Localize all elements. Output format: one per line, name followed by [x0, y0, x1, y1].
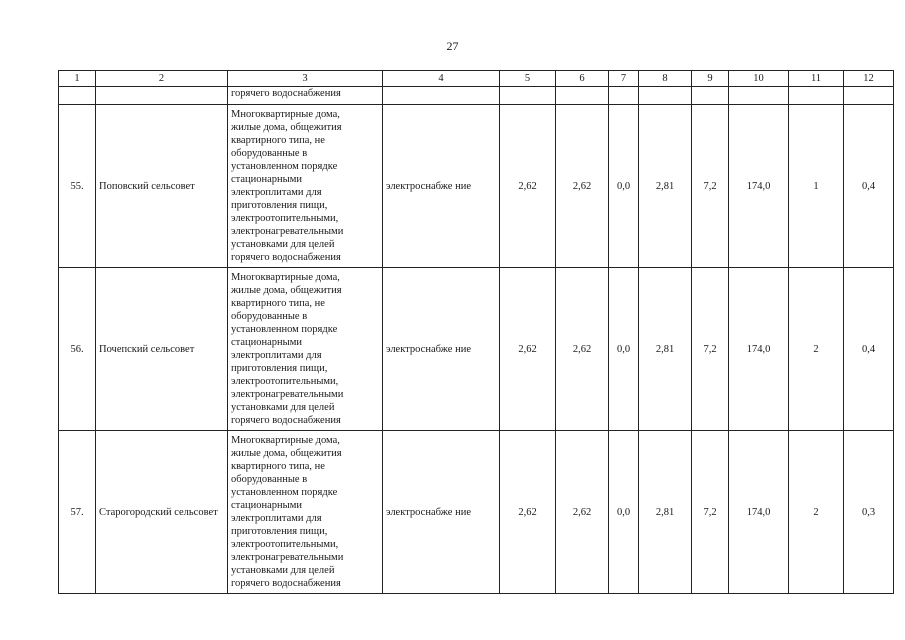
value-col-12: 0,4: [844, 268, 894, 431]
description-line: оборудованные в: [231, 474, 308, 485]
description-line: электроотопительными,: [231, 213, 339, 224]
column-header: 11: [789, 71, 844, 87]
description-line: электроплитами для: [231, 187, 322, 198]
description-line: стационарными: [231, 337, 302, 348]
description-line: оборудованные в: [231, 148, 308, 159]
description-line: приготовления пищи,: [231, 526, 328, 537]
continuation-description: горячего водоснабжения: [228, 87, 383, 105]
description-line: горячего водоснабжения: [231, 578, 341, 589]
consumer-description: [228, 268, 383, 431]
description-line: электронагревательными: [231, 226, 344, 237]
column-header: 10: [729, 71, 789, 87]
value-col-8: 2,81: [639, 105, 692, 268]
description-line: квартирного типа, не: [231, 298, 325, 309]
column-header: 3: [228, 71, 383, 87]
column-header: 8: [639, 71, 692, 87]
value-col-9: 7,2: [692, 105, 729, 268]
service-type: электроснабже ние: [383, 431, 500, 594]
value-col-6: 2,62: [556, 268, 609, 431]
column-header: 9: [692, 71, 729, 87]
description-line: стационарными: [231, 500, 302, 511]
value-col-5: 2,62: [500, 105, 556, 268]
description-line: горячего водоснабжения: [231, 415, 341, 426]
value-col-9: 7,2: [692, 431, 729, 594]
description-line: установленном порядке: [231, 487, 338, 498]
description-line: установленном порядке: [231, 161, 338, 172]
description-line: установками для целей: [231, 239, 335, 250]
description-line: электронагревательными: [231, 389, 344, 400]
description-line: Многоквартирные дома,: [231, 272, 340, 283]
settlement-name: Поповский сельсовет: [96, 105, 228, 268]
description-line: электроплитами для: [231, 513, 322, 524]
description-line: Многоквартирные дома,: [231, 435, 340, 446]
value-col-7: 0,0: [609, 105, 639, 268]
value-col-9: 7,2: [692, 268, 729, 431]
service-type: электроснабже ние: [383, 105, 500, 268]
description-line: электронагревательными: [231, 552, 344, 563]
description-line: электроотопительными,: [231, 376, 339, 387]
description-line: стационарными: [231, 174, 302, 185]
column-header: 1: [59, 71, 96, 87]
value-col-10: 174,0: [729, 268, 789, 431]
description-line: жилые дома, общежития: [231, 285, 342, 296]
description-line: оборудованные в: [231, 311, 308, 322]
value-col-7: 0,0: [609, 268, 639, 431]
description-line: электроотопительными,: [231, 539, 339, 550]
column-header: 7: [609, 71, 639, 87]
consumer-description: [228, 105, 383, 268]
description-line: жилые дома, общежития: [231, 448, 342, 459]
column-header: 4: [383, 71, 500, 87]
column-header: 12: [844, 71, 894, 87]
continuation-row: [59, 87, 894, 105]
settlement-name: Почепский сельсовет: [96, 268, 228, 431]
settlement-name: Старогородский сельсовет: [96, 431, 228, 594]
value-col-10: 174,0: [729, 431, 789, 594]
description-line: электроплитами для: [231, 350, 322, 361]
value-col-11: 2: [789, 268, 844, 431]
value-col-7: 0,0: [609, 431, 639, 594]
value-col-11: 2: [789, 431, 844, 594]
value-col-5: 2,62: [500, 268, 556, 431]
description-line: квартирного типа, не: [231, 461, 325, 472]
row-number: 55.: [59, 105, 96, 268]
header-row: [59, 71, 894, 87]
page-number: 27: [446, 39, 459, 53]
row-number: 57.: [59, 431, 96, 594]
value-col-11: 1: [789, 105, 844, 268]
consumer-description: [228, 431, 383, 594]
value-col-10: 174,0: [729, 105, 789, 268]
table-row: [59, 268, 894, 431]
value-col-6: 2,62: [556, 105, 609, 268]
column-header: 6: [556, 71, 609, 87]
value-col-8: 2,81: [639, 268, 692, 431]
value-col-5: 2,62: [500, 431, 556, 594]
column-header: 5: [500, 71, 556, 87]
description-line: горячего водоснабжения: [231, 252, 341, 263]
description-line: Многоквартирные дома,: [231, 109, 340, 120]
row-number: 56.: [59, 268, 96, 431]
description-line: жилые дома, общежития: [231, 122, 342, 133]
value-col-6: 2,62: [556, 431, 609, 594]
description-line: квартирного типа, не: [231, 135, 325, 146]
tariff-table: [58, 70, 894, 594]
value-col-12: 0,3: [844, 431, 894, 594]
description-line: установленном порядке: [231, 324, 338, 335]
description-line: установками для целей: [231, 565, 335, 576]
value-col-12: 0,4: [844, 105, 894, 268]
value-col-8: 2,81: [639, 431, 692, 594]
table-row: [59, 105, 894, 268]
table-row: [59, 431, 894, 594]
description-line: приготовления пищи,: [231, 363, 328, 374]
column-header: 2: [96, 71, 228, 87]
service-type: электроснабже ние: [383, 268, 500, 431]
description-line: приготовления пищи,: [231, 200, 328, 211]
description-line: установками для целей: [231, 402, 335, 413]
